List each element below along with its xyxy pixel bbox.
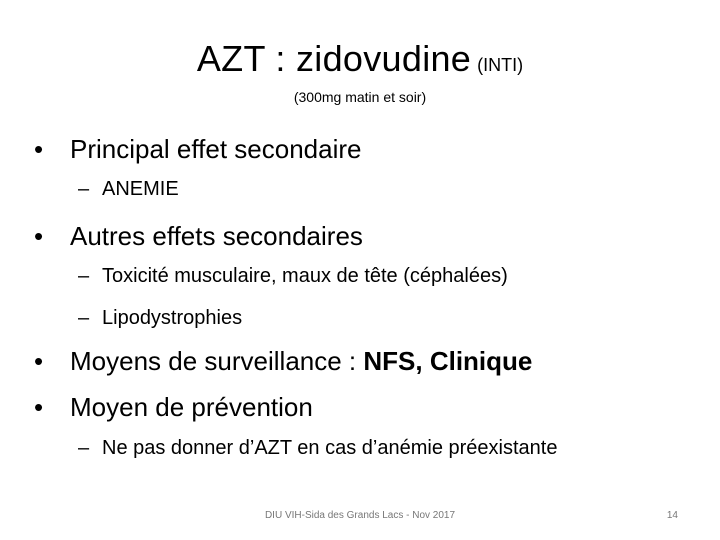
sub-text: Ne pas donner d’AZT en cas d’anémie préexistante bbox=[102, 437, 558, 459]
bullet-dot: • bbox=[34, 134, 44, 164]
bullet-dot: • bbox=[34, 392, 44, 422]
bullet-dot: • bbox=[34, 346, 44, 376]
bullet-text: Moyen de prévention bbox=[70, 392, 313, 422]
bullet-text: Autres effets secondaires bbox=[70, 221, 363, 251]
sub-item bbox=[78, 307, 242, 330]
bullet-text: Principal effet secondaire bbox=[70, 134, 362, 164]
slide-title bbox=[0, 38, 720, 80]
sub-item bbox=[78, 437, 557, 460]
footer-text: DIU VIH-Sida des Grands Lacs - Nov 2017 bbox=[264, 510, 456, 521]
sub-dash: – bbox=[78, 265, 90, 287]
page-number: 14 bbox=[666, 510, 678, 521]
bullet-item bbox=[34, 346, 532, 377]
sub-text: ANEMIE bbox=[102, 178, 179, 200]
bullet-text-bold: NFS, Clinique bbox=[363, 346, 533, 376]
title-suffix: (INTI) bbox=[477, 55, 524, 75]
bullet-item bbox=[34, 221, 363, 252]
sub-dash: – bbox=[78, 178, 90, 200]
sub-text: Toxicité musculaire, maux de tête (céphalées) bbox=[102, 265, 508, 287]
sub-item bbox=[78, 178, 179, 201]
bullet-item bbox=[34, 134, 361, 165]
sub-dash: – bbox=[78, 437, 90, 459]
sub-text: Lipodystrophies bbox=[102, 307, 243, 329]
bullet-item bbox=[34, 392, 313, 423]
title-main: AZT : zidovudine bbox=[196, 38, 472, 79]
bullet-dot: • bbox=[34, 221, 44, 251]
sub-item bbox=[78, 265, 508, 288]
slide-subtitle: (300mg matin et soir) bbox=[293, 89, 427, 105]
sub-dash: – bbox=[78, 307, 90, 329]
bullet-text-prefix: Moyens de surveillance : bbox=[70, 346, 364, 376]
